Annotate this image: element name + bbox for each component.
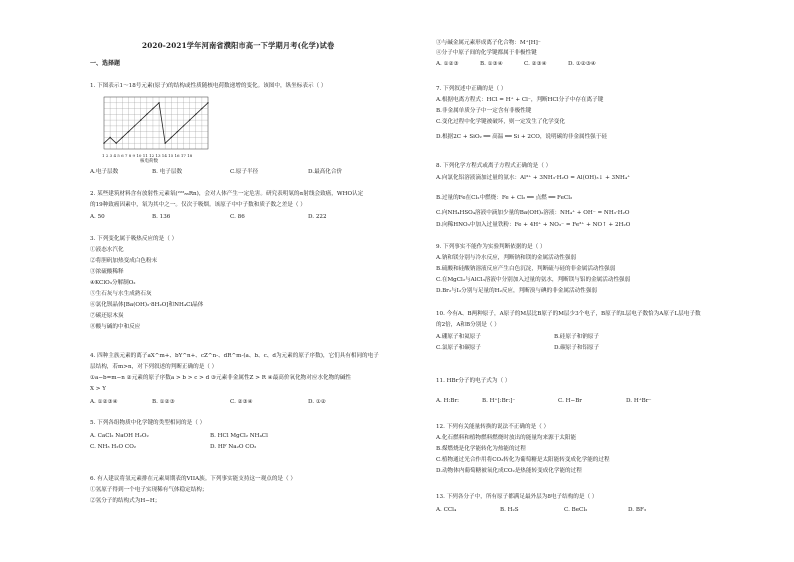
q8-option-b[interactable]: B.过量的Fe在Cl₂中燃烧：Fe + Cl₂ ══ 点燃 ══ FeCl₂ bbox=[436, 195, 573, 201]
q11-option-c[interactable]: C. H−Br bbox=[558, 398, 582, 404]
q1-xlabel: 核电荷数 bbox=[140, 159, 158, 164]
q13-option-b[interactable]: B. H₂S bbox=[500, 507, 519, 513]
q3-item: ⑦碳还原木炭 bbox=[90, 313, 124, 319]
q8-option-a[interactable]: A.向氯化铝溶液滴加过量的氨水：Al³⁺ + 3NH₃·H₂O = Al(OH)₃↓ + 3NH₄⁺ bbox=[436, 175, 631, 181]
q4-line-2: 层结构，若m>n，对下列叙述的判断正确的是（ ） bbox=[90, 364, 218, 370]
q2-option-b[interactable]: B. 136 bbox=[152, 214, 171, 220]
q5-option-d[interactable]: D. HF Na₂O CO₂ bbox=[210, 444, 257, 450]
q8-option-d[interactable]: D.向稀HNO₃中加入过量铁粉：Fe + 4H⁺ + NO₃⁻ = Fe³⁺ + NO↑ + 2H₂O bbox=[436, 222, 631, 228]
data-point bbox=[207, 102, 208, 103]
q13-option-c[interactable]: C. BeCl₂ bbox=[564, 507, 588, 513]
q5-option-b[interactable]: B. HCl MgCl₂ NH₄Cl bbox=[210, 433, 268, 439]
q5-option-c[interactable]: C. NH₃ H₂O CO₂ bbox=[90, 444, 137, 450]
q11-option-b[interactable]: B. H⁺[:Br:]⁻ bbox=[482, 398, 516, 404]
q6-option-d[interactable]: D. ①②③④ bbox=[568, 61, 596, 67]
q12-option-b[interactable]: B.煤燃烧是化学能转化为热能的过程 bbox=[436, 446, 526, 452]
q6-line-3: ②氢分子的结构式为H−H； bbox=[90, 498, 161, 504]
q9-option-b[interactable]: B.硫酸和硅酸钠溶液反应产生白色沉淀，判断硫与硅的非金属活动性强弱 bbox=[436, 266, 616, 272]
q9-option-c[interactable]: C.在MgCl₂与AlCl₃溶液中分别加入过量的氨水，判断镁与铝的金属活动性强弱 bbox=[436, 277, 631, 283]
q7-option-d[interactable]: D.根据2C + SiO₂ ══ 高温 ══ Si + 2CO，说明碳的非金属性强于硅 bbox=[436, 134, 607, 140]
q1-option-d[interactable]: D.最高化合价 bbox=[308, 169, 343, 175]
q3-item: ③浓硫酸稀释 bbox=[90, 269, 124, 275]
q8-option-c[interactable]: C.向NH₄HSO₄溶液中滴加少量的Ba(OH)₂溶液：NH₄⁺ + OH⁻ = NH₃·H₂O bbox=[436, 210, 630, 216]
data-point bbox=[134, 125, 135, 126]
q9-option-a[interactable]: A.钠和镁分别与冷水反应，判断钠和镁的金属活动性强弱 bbox=[436, 255, 577, 261]
q7-option-a[interactable]: A.根据电离方程式：HCl = H⁺ + Cl⁻，判断HCl分子中存在离子键 bbox=[436, 97, 604, 103]
q1-chart bbox=[102, 95, 210, 151]
data-point bbox=[171, 137, 172, 138]
q12-option-c[interactable]: C.植物通过光合作用将CO₂转化为葡萄糖是太阳能转变成化学能的过程 bbox=[436, 457, 610, 463]
q4-option-a[interactable]: A. ①②③④ bbox=[90, 399, 118, 405]
data-point bbox=[177, 131, 178, 132]
q9-option-d[interactable]: D.Br₂与I₂分别与足量的H₂反应，判断溴与碘的非金属活动性强弱 bbox=[436, 288, 597, 294]
q13-option-a[interactable]: A. CCl₄ bbox=[436, 507, 457, 513]
data-point bbox=[103, 143, 104, 144]
q10-option-c[interactable]: C.氯原子和碳原子 bbox=[436, 345, 482, 351]
q7-option-b[interactable]: B.非金属单质分子中一定含有非极性键 bbox=[436, 108, 532, 114]
q6-line-1: 6. 有人建议将氢元素排在元素周期表的VIIA族。下列事实能支持这一观点的是（ ） bbox=[90, 476, 296, 482]
q10-line-2: 的2倍，A和B分别是（ ） bbox=[436, 322, 500, 328]
q6-option-c[interactable]: C. ②③④ bbox=[524, 61, 547, 67]
data-point bbox=[164, 143, 165, 144]
q2-option-c[interactable]: C. 86 bbox=[230, 214, 245, 220]
q11-option-a[interactable]: A. H:Br: bbox=[436, 398, 460, 404]
q13-option-d[interactable]: D. BF₃ bbox=[628, 507, 647, 513]
q10-option-a[interactable]: A.硼原子和氦原子 bbox=[436, 334, 481, 340]
q10-line-1: 10. 今有A、B两种原子，A原子的M层比B原子的M层少3个电子，B原子的L层电子数恰为A原子L层电子数 bbox=[436, 311, 701, 317]
q3-item: ①液态水汽化 bbox=[90, 247, 124, 253]
chart-svg bbox=[102, 95, 210, 151]
data-point bbox=[128, 131, 129, 132]
q4-option-d[interactable]: D. ①② bbox=[308, 399, 326, 405]
chart-frame bbox=[104, 97, 208, 149]
q5-stem: 5. 下列各组物质中化学键的类型相同的是（ ） bbox=[90, 420, 206, 426]
q2-line-2: 的19种致癌因素中，氡为其中之一。仅次于吸烟。该原子中中子数和质子数之差是（ ） bbox=[90, 202, 306, 208]
q1-stem: 1. 下图表示1～18号元素(原子)的结构或性质随核电荷数递增的变化。该图中，纵坐标表示（ ） bbox=[90, 83, 327, 89]
q2-option-a[interactable]: A. 50 bbox=[90, 214, 105, 220]
q3-item: ④KClO₃分解制O₂ bbox=[90, 280, 136, 286]
page-title: 2020-2021学年河南省濮阳市高一下学期月考(化学)试卷 bbox=[142, 41, 335, 50]
q7-stem: 7. 下列叙述中正确的是（ ） bbox=[436, 86, 507, 92]
q2-option-d[interactable]: D. 222 bbox=[308, 214, 327, 220]
q3-item: ②将胆矾加热变成白色粉末 bbox=[90, 258, 158, 264]
q11-stem: 11. HBr分子的电子式为（ ） bbox=[436, 378, 511, 384]
q4-line-4: X > Y bbox=[90, 386, 106, 392]
data-point bbox=[183, 125, 184, 126]
q6-line-5: ④分子中原子间的化学键都属于非极性键 bbox=[436, 50, 537, 56]
data-point bbox=[152, 108, 153, 109]
q8-stem: 8. 下列化学方程式或离子方程式正确的是（ ） bbox=[436, 163, 552, 169]
series-line bbox=[104, 103, 208, 143]
q3-stem: 3. 下列变化属于吸热反应的是（ ） bbox=[90, 236, 178, 242]
section-heading: 一、选择题 bbox=[90, 60, 121, 67]
q1-option-a[interactable]: A.电子层数 bbox=[90, 169, 119, 175]
q6-line-2: ①氢原子得到一个电子实现稀有气体稳定结构； bbox=[90, 487, 208, 493]
q10-option-d[interactable]: D.碳原子和铝原子 bbox=[554, 345, 600, 351]
q4-line-3: ①a−b=m−n ②元素的原子序数a > b > c > d ③元素非金属性Z > R ④最高价氧化物对应水化物的碱性 bbox=[90, 375, 352, 381]
data-point bbox=[109, 137, 110, 138]
q1-option-b[interactable]: B. 电子层数 bbox=[152, 169, 183, 175]
data-point bbox=[201, 108, 202, 109]
q6-option-b[interactable]: B. ①③④ bbox=[480, 61, 503, 67]
data-point bbox=[140, 119, 141, 120]
q5-option-a[interactable]: A. CaCl₂ NaOH H₂O₂ bbox=[90, 433, 149, 439]
q11-option-d[interactable]: D. H⁺Br⁻ bbox=[626, 398, 652, 404]
data-point bbox=[146, 114, 147, 115]
q12-stem: 12. 下列有关能量转换的说法不正确的是（ ） bbox=[436, 424, 550, 430]
q4-option-b[interactable]: B. ①②③ bbox=[152, 399, 175, 405]
q12-option-a[interactable]: A.化石燃料和植物燃料燃烧时放出的能量均来源于太阳能 bbox=[436, 435, 577, 441]
q7-option-c[interactable]: C.变化过程中化学键被破坏，则一定发生了化学变化 bbox=[436, 119, 565, 125]
q2-line-1: 2. 某些建筑材料含有放射性元素氡(²²²₈₆Rn)，会对人体产生一定危害。研究表明氡的α射线会致癌，WHO认定 bbox=[90, 191, 364, 197]
q3-item: ⑥氯化钡晶体[Ba(OH)₂·8H₂O]和NH₄Cl晶体 bbox=[90, 302, 204, 308]
data-point bbox=[189, 119, 190, 120]
data-point bbox=[116, 143, 117, 144]
q3-item: ⑧酸与碱的中和反应 bbox=[90, 324, 141, 330]
q4-option-c[interactable]: C. ②③④ bbox=[230, 399, 253, 405]
q10-option-b[interactable]: B.硅原子和钠原子 bbox=[554, 334, 600, 340]
q6-line-4: ③与碱金属元素形成离子化合物：M⁺[H]⁻ bbox=[436, 40, 541, 46]
q9-stem: 9. 下列事实不能作为实验判断依据的是（ ） bbox=[436, 244, 546, 250]
q4-line-1: 4. 四种主族元素的离子aX^m+、bY^n+、cZ^n-、dR^m-(a、b、c、d为元素的原子序数)，它们具有相同的电子 bbox=[90, 353, 379, 359]
q6-option-a[interactable]: A. ①②③ bbox=[436, 61, 459, 67]
data-point bbox=[158, 102, 159, 103]
q12-option-d[interactable]: D.动物体内葡萄糖被氧化成CO₂是热能转变成化学能的过程 bbox=[436, 468, 582, 474]
q13-stem: 13. 下列各分子中，所有原子都满足最外层为8电子结构的是（ ） bbox=[436, 494, 598, 500]
q1-ticks: 1 2 3 4 5 6 7 8 9 10 11 12 13 14 15 16 17 18 bbox=[102, 153, 193, 158]
data-point bbox=[122, 137, 123, 138]
q1-option-c[interactable]: C.原子半径 bbox=[230, 169, 259, 175]
q3-item: ⑤生石灰与水生成熟石灰 bbox=[90, 291, 152, 297]
data-point bbox=[195, 114, 196, 115]
